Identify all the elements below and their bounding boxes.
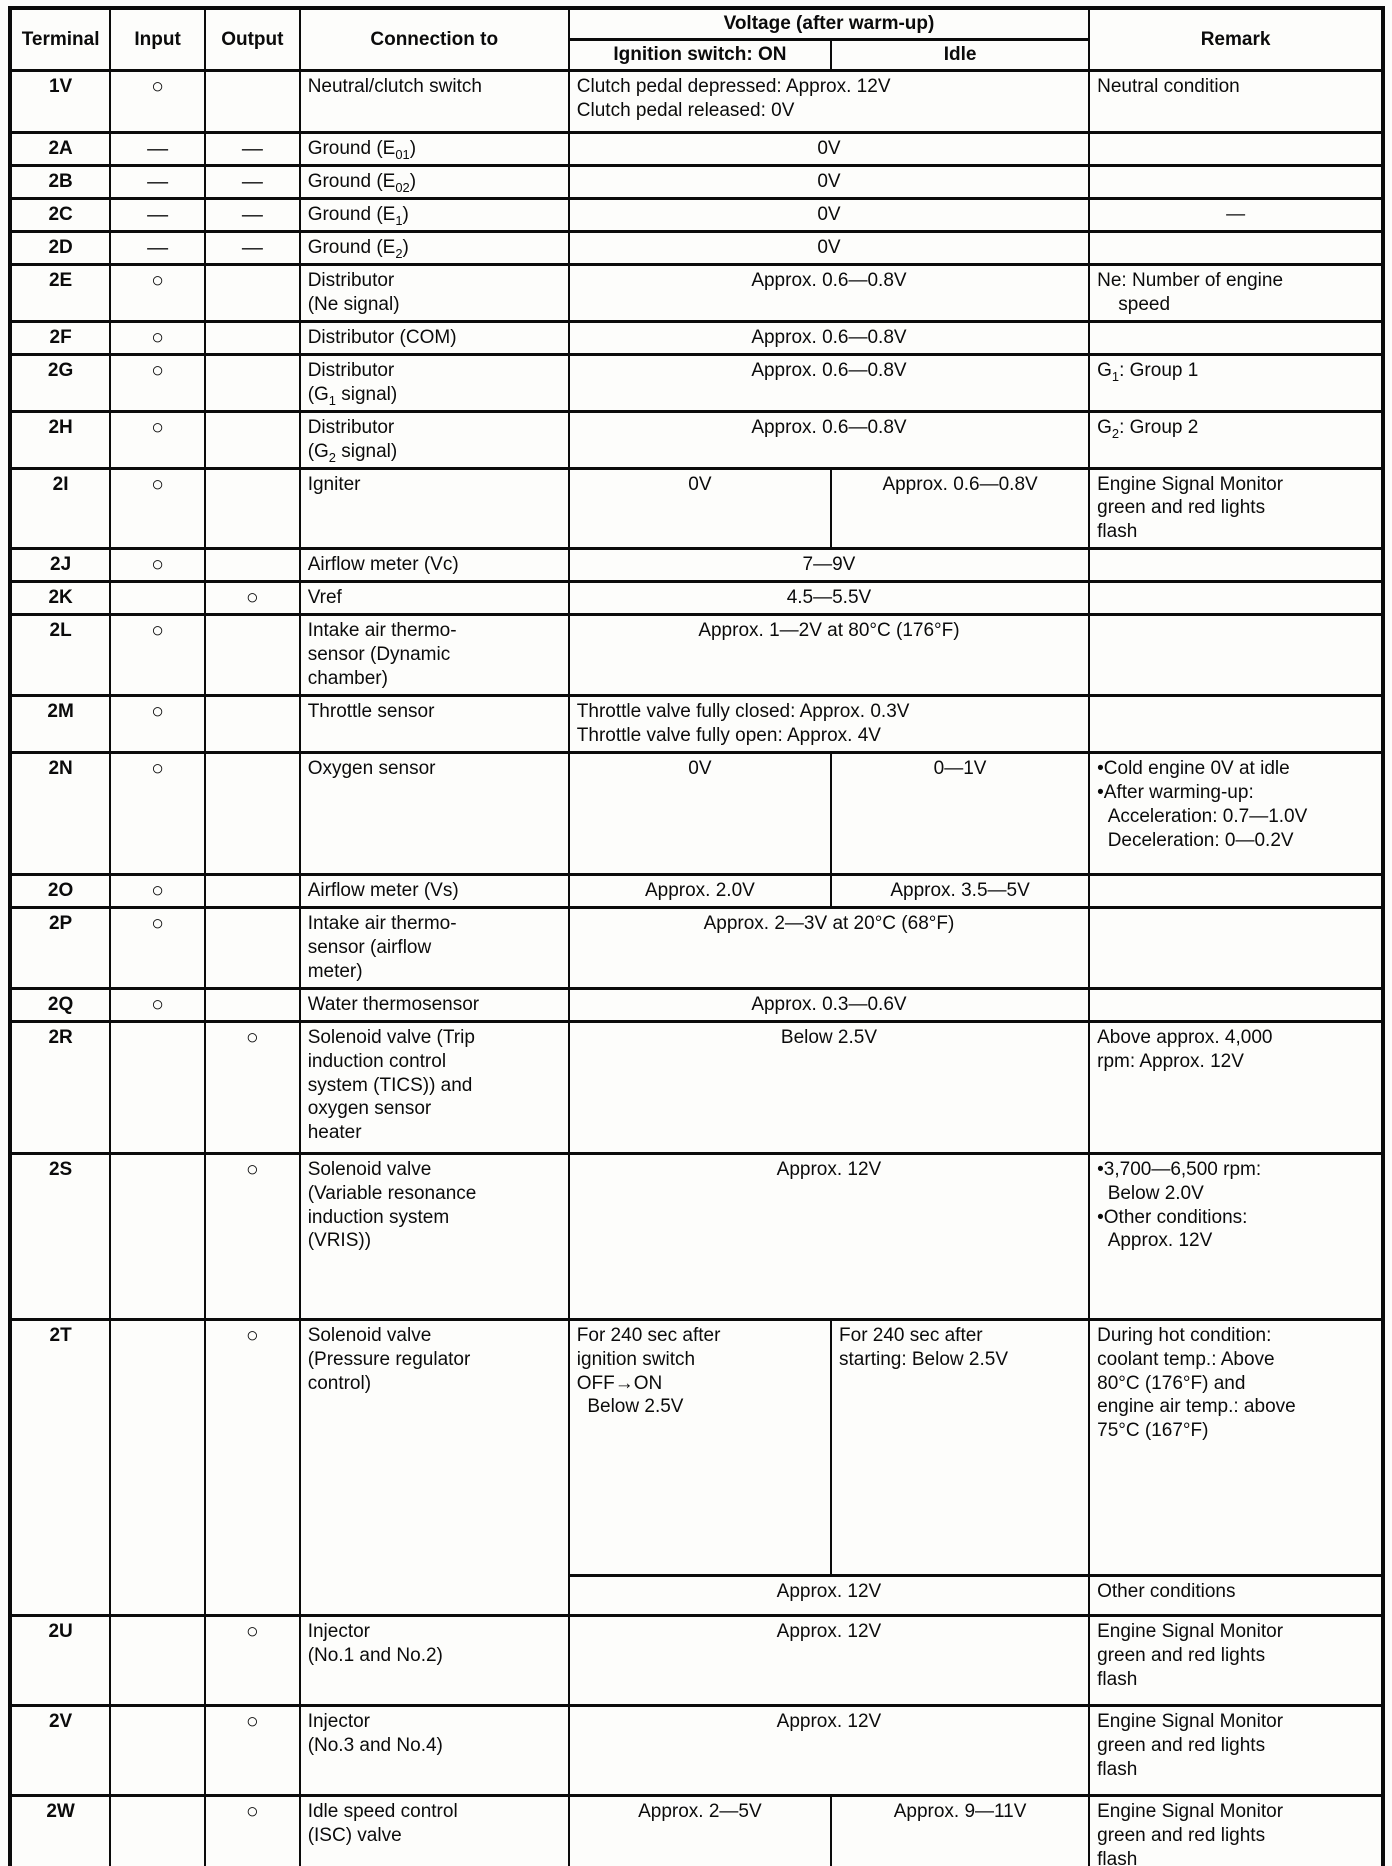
input-marker-cell: ○: [110, 615, 205, 696]
terminal-cell: 2F: [10, 321, 110, 354]
input-marker-cell: —: [110, 198, 205, 231]
col-header-output: Output: [205, 8, 300, 70]
connection-cell: Water thermosensor: [300, 988, 569, 1021]
voltage-on-cell: Approx. 2—5V: [569, 1795, 831, 1866]
voltage-on-cell: For 240 sec after ignition switch OFF→ON Below 2.5V: [569, 1319, 831, 1575]
connection-cell: Oxygen sensor: [300, 752, 569, 874]
terminal-cell: 2J: [10, 549, 110, 582]
input-marker-cell: [110, 1319, 205, 1615]
input-marker-cell: ○: [110, 354, 205, 411]
terminal-cell: 2E: [10, 264, 110, 321]
remark-cell: Engine Signal Monitor green and red lights flash: [1089, 468, 1383, 549]
voltage-on-cell: Approx. 2.0V: [569, 874, 831, 907]
voltage-on-cell: 0V: [569, 468, 831, 549]
remark-cell: [1089, 132, 1383, 165]
output-marker-cell: ○: [205, 1319, 300, 1615]
output-marker-cell: [205, 321, 300, 354]
voltage-span-cell: 0V: [569, 231, 1089, 264]
remark-cell: [1089, 321, 1383, 354]
output-marker-cell: ○: [205, 1153, 300, 1319]
output-marker-cell: [205, 988, 300, 1021]
input-marker-cell: —: [110, 132, 205, 165]
remark-cell: Above approx. 4,000 rpm: Approx. 12V: [1089, 1021, 1383, 1153]
input-marker-cell: ○: [110, 874, 205, 907]
terminal-cell: 2P: [10, 907, 110, 988]
remark-cell: —: [1089, 198, 1383, 231]
connection-cell: Igniter: [300, 468, 569, 549]
table-header: [10, 8, 1383, 70]
output-marker-cell: ○: [205, 582, 300, 615]
table-row: [10, 1795, 1383, 1866]
voltage-span-cell: 4.5—5.5V: [569, 582, 1089, 615]
input-marker-cell: ○: [110, 70, 205, 132]
input-marker-cell: [110, 1615, 205, 1705]
table-row: [10, 468, 1383, 549]
terminal-cell: 2O: [10, 874, 110, 907]
voltage-span-cell: Approx. 0.3—0.6V: [569, 988, 1089, 1021]
remark-cell: $G_2$: Group 2: [1089, 411, 1383, 468]
terminal-cell: 2C: [10, 198, 110, 231]
terminal-cell: 2T: [10, 1319, 110, 1615]
input-marker-cell: ○: [110, 907, 205, 988]
connection-cell: Airflow meter (Vs): [300, 874, 569, 907]
input-marker-cell: [110, 1153, 205, 1319]
input-marker-cell: —: [110, 165, 205, 198]
input-marker-cell: [110, 1021, 205, 1153]
table-row: [10, 988, 1383, 1021]
remark-cell: During hot condition: coolant temp.: Above 80°C (176°F) and engine air temp.: above 75°C (167°F): [1089, 1319, 1383, 1575]
connection-cell: Intake air thermo- sensor (Dynamic chamber): [300, 615, 569, 696]
output-marker-cell: ○: [205, 1705, 300, 1795]
table-row: [10, 165, 1383, 198]
connection-cell: Ground $(E_{02})$: [300, 165, 569, 198]
connection-cell: Idle speed control (ISC) valve: [300, 1795, 569, 1866]
connection-cell: Ground $(E_{01})$: [300, 132, 569, 165]
voltage-span-cell: Clutch pedal depressed: Approx. 12V Clutch pedal released: 0V: [569, 70, 1089, 132]
remark-cell: Ne: Number of engine speed: [1089, 264, 1383, 321]
connection-cell: Distributor (COM): [300, 321, 569, 354]
table-row: [10, 132, 1383, 165]
connection-cell: Injector (No.3 and No.4): [300, 1705, 569, 1795]
table-row: [10, 1153, 1383, 1319]
voltage-on-cell: 0V: [569, 752, 831, 874]
voltage-span-cell: 0V: [569, 165, 1089, 198]
terminal-cell: 2V: [10, 1705, 110, 1795]
col-header-input: Input: [110, 8, 205, 70]
output-marker-cell: [205, 615, 300, 696]
terminal-cell: 1V: [10, 70, 110, 132]
table-row: [10, 1021, 1383, 1153]
terminal-cell: 2A: [10, 132, 110, 165]
col-header-idle: Idle: [831, 39, 1089, 70]
remark-cell: [1089, 874, 1383, 907]
col-header-ignition-on: Ignition switch: ON: [569, 39, 831, 70]
output-marker-cell: ○: [205, 1615, 300, 1705]
voltage-span-cell: Approx. 12V: [569, 1615, 1089, 1705]
voltage-idle-cell: For 240 sec after starting: Below 2.5V: [831, 1319, 1089, 1575]
terminal-voltage-table: [8, 6, 1385, 1866]
output-marker-cell: [205, 354, 300, 411]
terminal-cell: 2M: [10, 696, 110, 753]
header-row-top: [10, 8, 1383, 39]
voltage-idle-cell: 0—1V: [831, 752, 1089, 874]
output-marker-cell: —: [205, 165, 300, 198]
output-marker-cell: [205, 549, 300, 582]
table-body: [10, 70, 1383, 1866]
table-row: [10, 582, 1383, 615]
connection-cell: Neutral/clutch switch: [300, 70, 569, 132]
remark-cell: [1089, 907, 1383, 988]
voltage-span-cell: Approx. 12V: [569, 1705, 1089, 1795]
input-marker-cell: ○: [110, 411, 205, 468]
connection-cell: Solenoid valve (Pressure regulator control): [300, 1319, 569, 1615]
input-marker-cell: ○: [110, 696, 205, 753]
col-header-terminal: Terminal: [10, 8, 110, 70]
remark-cell: Neutral condition: [1089, 70, 1383, 132]
output-marker-cell: [205, 411, 300, 468]
input-marker-cell: ○: [110, 752, 205, 874]
output-marker-cell: —: [205, 231, 300, 264]
col-header-voltage-group: Voltage (after warm-up): [569, 8, 1089, 39]
connection-cell: Ground $(E_1)$: [300, 198, 569, 231]
terminal-cell: 2Q: [10, 988, 110, 1021]
terminal-cell: 2U: [10, 1615, 110, 1705]
input-marker-cell: ○: [110, 321, 205, 354]
table-row: [10, 752, 1383, 874]
input-marker-cell: ○: [110, 549, 205, 582]
terminal-cell: 2G: [10, 354, 110, 411]
table-row: [10, 1319, 1383, 1575]
table-row: [10, 615, 1383, 696]
output-marker-cell: [205, 264, 300, 321]
voltage-span-cell: Approx. 12V: [569, 1153, 1089, 1319]
voltage-span-cell: Approx. 0.6—0.8V: [569, 321, 1089, 354]
remark-cell: [1089, 231, 1383, 264]
connection-cell: Intake air thermo- sensor (airflow meter): [300, 907, 569, 988]
table-row: [10, 411, 1383, 468]
terminal-cell: 2H: [10, 411, 110, 468]
col-header-connection: Connection to: [300, 8, 569, 70]
output-marker-cell: [205, 907, 300, 988]
input-marker-cell: ○: [110, 468, 205, 549]
remark-cell: $G_1$: Group 1: [1089, 354, 1383, 411]
connection-cell: Ground $(E_2)$: [300, 231, 569, 264]
voltage-idle-cell: Approx. 9—11V: [831, 1795, 1089, 1866]
connection-cell: Solenoid valve (Variable resonance induction system (VRIS)): [300, 1153, 569, 1319]
connection-cell: Airflow meter (Vc): [300, 549, 569, 582]
input-marker-cell: [110, 1705, 205, 1795]
terminal-cell: 2B: [10, 165, 110, 198]
voltage-span-cell: Approx. 1—2V at 80°C (176°F): [569, 615, 1089, 696]
remark-cell: Other conditions: [1089, 1575, 1383, 1615]
voltage-span-cell: Below 2.5V: [569, 1021, 1089, 1153]
connection-cell: Vref: [300, 582, 569, 615]
remark-cell: Engine Signal Monitor green and red lights flash: [1089, 1705, 1383, 1795]
voltage-span-cell: Approx. 0.6—0.8V: [569, 264, 1089, 321]
output-marker-cell: [205, 696, 300, 753]
table-row: [10, 70, 1383, 132]
output-marker-cell: —: [205, 198, 300, 231]
terminal-cell: 2I: [10, 468, 110, 549]
input-marker-cell: ○: [110, 988, 205, 1021]
voltage-span-cell: 0V: [569, 198, 1089, 231]
connection-cell: Distributor ($G_2$ signal): [300, 411, 569, 468]
remark-cell: [1089, 165, 1383, 198]
remark-cell: •Cold engine 0V at idle •After warming-up: Acceleration: 0.7—1.0V Deceleration: 0—0.2V: [1089, 752, 1383, 874]
table-row: [10, 198, 1383, 231]
output-marker-cell: ○: [205, 1795, 300, 1866]
output-marker-cell: [205, 752, 300, 874]
terminal-cell: 2W: [10, 1795, 110, 1866]
voltage-span-cell: 7—9V: [569, 549, 1089, 582]
table-row: [10, 907, 1383, 988]
terminal-cell: 2S: [10, 1153, 110, 1319]
output-marker-cell: ○: [205, 1021, 300, 1153]
terminal-cell: 2N: [10, 752, 110, 874]
output-marker-cell: [205, 70, 300, 132]
col-header-remark: Remark: [1089, 8, 1383, 70]
remark-cell: Engine Signal Monitor green and red lights flash: [1089, 1795, 1383, 1866]
table-row: [10, 549, 1383, 582]
terminal-cell: 2K: [10, 582, 110, 615]
connection-cell: Distributor (Ne signal): [300, 264, 569, 321]
input-marker-cell: [110, 1795, 205, 1866]
input-marker-cell: ○: [110, 264, 205, 321]
connection-cell: Throttle sensor: [300, 696, 569, 753]
voltage-span-cell: Throttle valve fully closed: Approx. 0.3V Throttle valve fully open: Approx. 4V: [569, 696, 1089, 753]
table-row: [10, 696, 1383, 753]
remark-cell: •3,700—6,500 rpm: Below 2.0V •Other conditions: Approx. 12V: [1089, 1153, 1383, 1319]
output-marker-cell: —: [205, 132, 300, 165]
remark-cell: [1089, 582, 1383, 615]
remark-cell: [1089, 988, 1383, 1021]
voltage-idle-cell: Approx. 0.6—0.8V: [831, 468, 1089, 549]
voltage-span-cell: Approx. 12V: [569, 1575, 1089, 1615]
remark-cell: Engine Signal Monitor green and red lights flash: [1089, 1615, 1383, 1705]
voltage-span-cell: Approx. 0.6—0.8V: [569, 411, 1089, 468]
connection-cell: Distributor ($G_1$ signal): [300, 354, 569, 411]
voltage-span-cell: Approx. 0.6—0.8V: [569, 354, 1089, 411]
table-row: [10, 1615, 1383, 1705]
remark-cell: [1089, 549, 1383, 582]
output-marker-cell: [205, 874, 300, 907]
voltage-span-cell: 0V: [569, 132, 1089, 165]
table-row: [10, 1705, 1383, 1795]
terminal-cell: 2D: [10, 231, 110, 264]
voltage-span-cell: Approx. 2—3V at 20°C (68°F): [569, 907, 1089, 988]
input-marker-cell: —: [110, 231, 205, 264]
remark-cell: [1089, 696, 1383, 753]
connection-cell: Injector (No.1 and No.2): [300, 1615, 569, 1705]
table-row: [10, 264, 1383, 321]
output-marker-cell: [205, 468, 300, 549]
terminal-cell: 2R: [10, 1021, 110, 1153]
table-row: [10, 231, 1383, 264]
table-row: [10, 874, 1383, 907]
connection-cell: Solenoid valve (Trip induction control system (TICS)) and oxygen sensor heater: [300, 1021, 569, 1153]
table-row: [10, 321, 1383, 354]
terminal-cell: 2L: [10, 615, 110, 696]
table-row: [10, 354, 1383, 411]
remark-cell: [1089, 615, 1383, 696]
voltage-idle-cell: Approx. 3.5—5V: [831, 874, 1089, 907]
input-marker-cell: [110, 582, 205, 615]
